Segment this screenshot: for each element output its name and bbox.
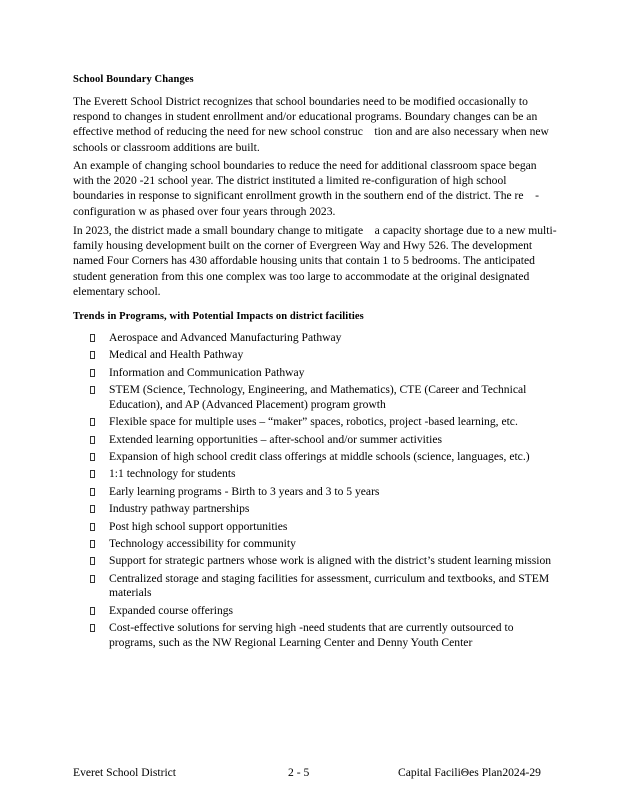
footer-district-name: Everet School District: [73, 766, 177, 779]
bullet-icon: [90, 453, 95, 461]
bullet-icon: [90, 540, 95, 548]
list-item: 1:1 technology for students: [90, 467, 560, 482]
bullet-icon: [90, 523, 95, 531]
bullet-icon: [90, 334, 95, 342]
section-heading-trends: Trends in Programs, with Potential Impacts on district facilities: [73, 311, 364, 322]
list-item: Extended learning opportunities – after-school and/or summer activities: [90, 433, 560, 448]
list-item: Early learning programs - Birth to 3 years and 3 to 5 years: [90, 485, 560, 500]
paragraph-boundary-example: An example of changing school boundaries to reduce the need for additional classroom space began with the 2020 -21 school year. The district instituted a limited re-configuration of high school boundaries in response to significant enrollment growth in the southern end of the district. The re - configuration w as phased over four years through 2023.: [73, 159, 540, 218]
bullet-icon: [90, 418, 95, 426]
bullet-icon: [90, 369, 95, 377]
list-item: Expanded course offerings: [90, 604, 560, 619]
section-heading-boundary-changes: School Boundary Changes: [73, 74, 194, 85]
list-item: Post high school support opportunities: [90, 520, 560, 535]
list-item: Cost-effective solutions for serving high -need students that are currently outsourced to programs, such as the NW Regional Learning Center and Denny Youth Center: [90, 621, 560, 650]
bullet-icon: [90, 557, 95, 565]
footer-document-title: Capital FaciliΘes Plan2024-29: [398, 766, 541, 779]
bullet-icon: [90, 436, 95, 444]
list-item: Technology accessibility for community: [90, 537, 560, 552]
bullet-icon: [90, 470, 95, 478]
list-item: Centralized storage and staging facilities for assessment, curriculum and textbooks, and STEM materials: [90, 572, 560, 601]
list-item: Medical and Health Pathway: [90, 348, 560, 363]
list-item: Aerospace and Advanced Manufacturing Pathway: [90, 331, 560, 346]
bullet-icon: [90, 351, 95, 359]
paragraph-boundary-intro: The Everett School District recognizes that school boundaries need to be modified occasionally to respond to changes in student enrollment and/or educational programs. Boundary changes can be an effective method of reducing the need for new school construc tion and are also necessary when new schools or classroom additions are built.: [73, 95, 549, 154]
bullet-icon: [90, 505, 95, 513]
bullet-icon: [90, 488, 95, 496]
bullet-icon: [90, 624, 95, 632]
footer-page-number: 2 - 5: [288, 766, 310, 779]
list-item: Flexible space for multiple uses – “maker” spaces, robotics, project -based learning, etc.: [90, 415, 560, 430]
list-item: STEM (Science, Technology, Engineering, and Mathematics), CTE (Career and Technical Education), and AP (Advanced Placement) program growth: [90, 383, 560, 412]
bullet-icon: [90, 607, 95, 615]
bullet-icon: [90, 386, 95, 394]
list-item: Expansion of high school credit class offerings at middle schools (science, languages, etc.): [90, 450, 560, 465]
list-item: Information and Communication Pathway: [90, 366, 560, 381]
bullet-icon: [90, 575, 95, 583]
list-item: Industry pathway partnerships: [90, 502, 560, 517]
list-item: Support for strategic partners whose work is aligned with the district’s student learning mission: [90, 554, 560, 569]
paragraph-boundary-2023: In 2023, the district made a small boundary change to mitigate a capacity shortage due to a new multi-family housing development built on the corner of Evergreen Way and Hwy 526. The development named Four Corners has 430 affordable housing units that contain 1 to 5 bedrooms. The anticipated student generation from this one complex was too large to accommodate at the original designated elementary school.: [73, 224, 557, 298]
trends-bullet-list: [90, 331, 560, 653]
